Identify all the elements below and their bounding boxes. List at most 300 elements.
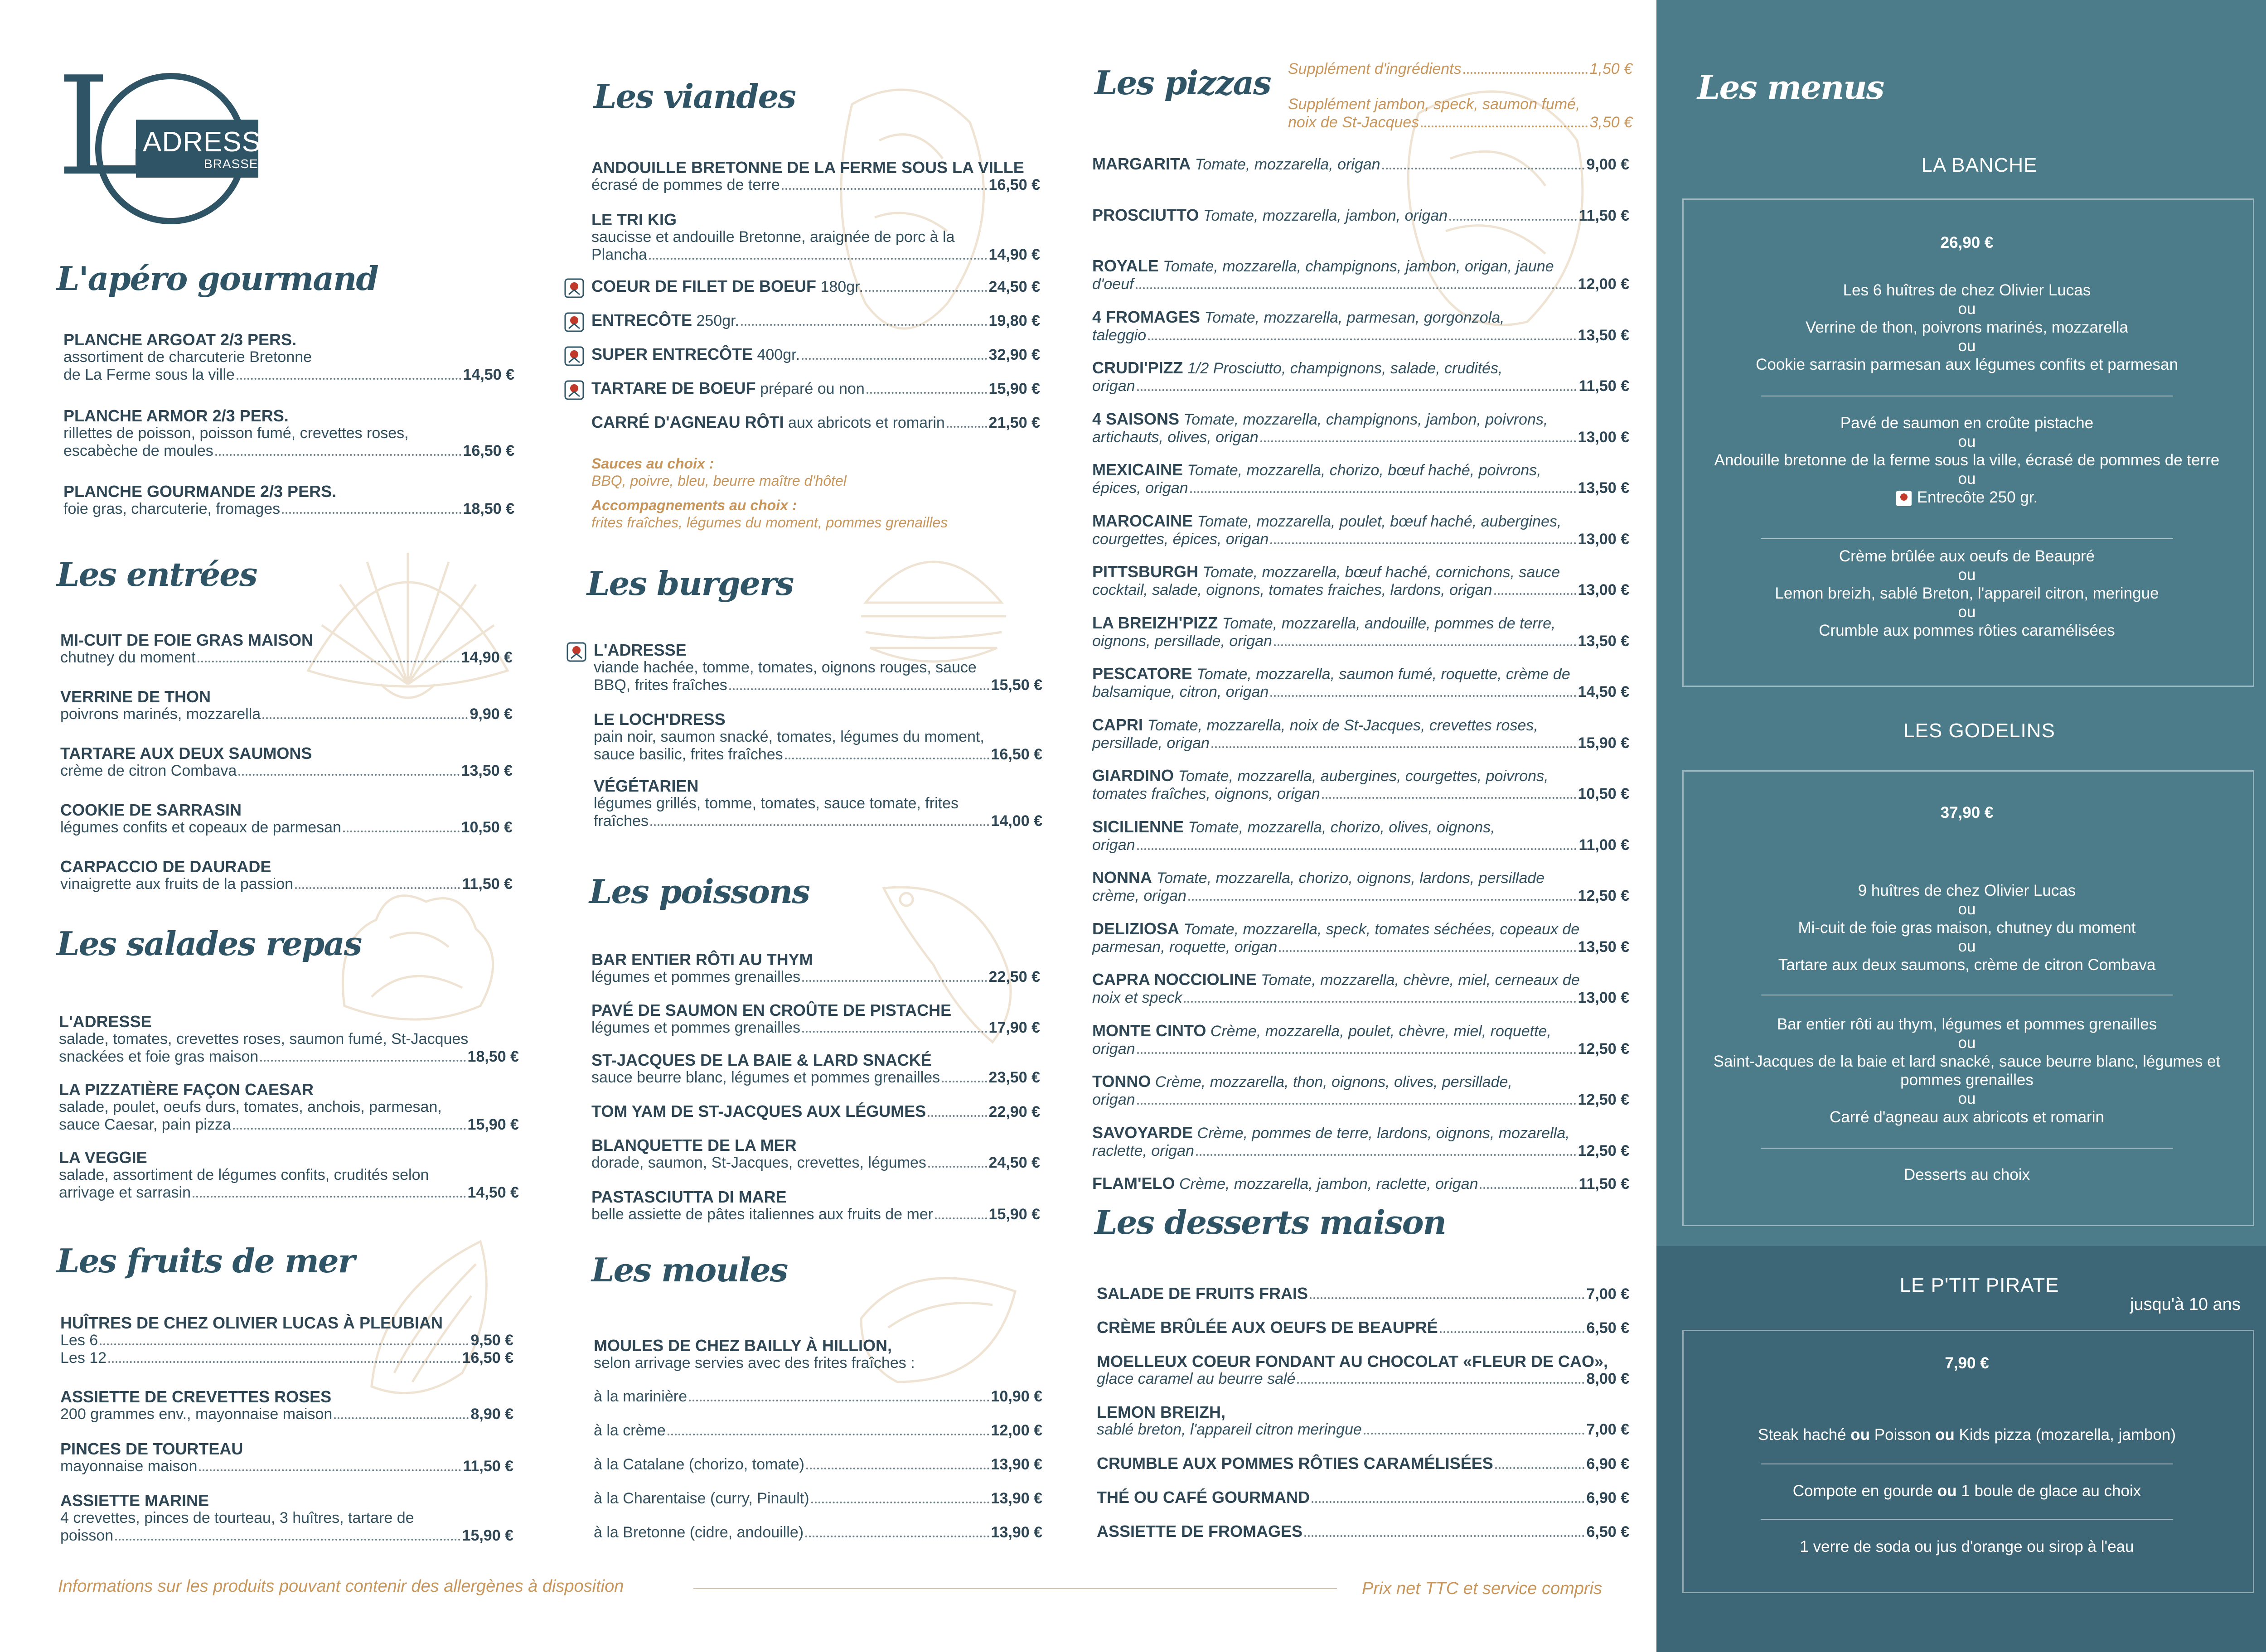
label-rouge-icon bbox=[563, 345, 585, 367]
pizza-item bbox=[1092, 1174, 1629, 1193]
pizza-price: 11,50 € bbox=[1578, 207, 1629, 224]
menu-godelins-mains: Bar entier rôti au thym, légumes et pommes grenailles ou Saint-Jacques de la baie et lard snacké, sauce beurre blanc, légumes et pommes grenailles ou Carré d'agneau aux abricots et romarin bbox=[1713, 1015, 2221, 1126]
leader bbox=[334, 1417, 469, 1419]
pizza-price: 11,00 € bbox=[1578, 836, 1629, 854]
item-description: pain noir, saumon snacké, tomates, légumes du moment, bbox=[594, 728, 984, 745]
menu-item bbox=[591, 1188, 1040, 1223]
item-name: PLANCHE GOURMANDE 2/3 PERS. bbox=[63, 482, 337, 501]
item-name: PINCES DE TOURTEAU bbox=[60, 1439, 243, 1458]
item-price: 14,50 € bbox=[463, 366, 514, 383]
item-price: 13,90 € bbox=[991, 1456, 1042, 1473]
label-rouge-icon bbox=[1896, 491, 1912, 506]
section-title-salades: Les salades repas bbox=[57, 924, 362, 963]
item-price: 7,00 € bbox=[1586, 1421, 1629, 1438]
leader bbox=[1322, 797, 1576, 799]
pizza-name: CAPRA NOCCIOLINE bbox=[1092, 970, 1257, 989]
pizza-item bbox=[1092, 155, 1629, 174]
supplement-jambon-label2: noix de St-Jacques bbox=[1288, 114, 1419, 131]
menu-item bbox=[591, 211, 1040, 264]
item-price: 13,50 € bbox=[461, 762, 513, 779]
item-description: légumes confits et copeaux de parmesan bbox=[60, 819, 341, 836]
moules-variant bbox=[594, 1524, 1042, 1541]
pizza-item bbox=[1092, 359, 1629, 395]
leader bbox=[668, 1434, 989, 1435]
menu-banche-price: 26,90 € bbox=[1940, 234, 1994, 251]
section-title-poissons: Les poissons bbox=[589, 872, 809, 911]
item-name: LA PIZZATIÈRE FAÇON CAESAR bbox=[59, 1080, 314, 1099]
footer-allergens: Informations sur les produits pouvant contenir des allergènes à disposition bbox=[58, 1577, 624, 1596]
section-title-desserts: Les desserts maison bbox=[1094, 1203, 1446, 1241]
menu-item bbox=[59, 1081, 519, 1134]
item-price: 14,00 € bbox=[991, 812, 1042, 830]
variant-label: à la Charentaise (curry, Pinault) bbox=[594, 1490, 809, 1507]
item-price: 21,50 € bbox=[988, 414, 1040, 431]
pizza-price: 13,50 € bbox=[1578, 326, 1629, 344]
item-name: PLANCHE ARMOR 2/3 PERS. bbox=[63, 406, 289, 425]
moules-variant bbox=[594, 1422, 1042, 1439]
variant-label: à la marinière bbox=[594, 1388, 687, 1405]
menu-item bbox=[591, 277, 1040, 296]
item-name: MOELLEUX COEUR FONDANT AU CHOCOLAT «FLEUR DE CAO», bbox=[1097, 1352, 1608, 1371]
supplement-ingredients bbox=[1288, 60, 1632, 78]
item-description: saucisse et andouille Bretonne, araignée de porc à la bbox=[591, 228, 955, 246]
pizza-price: 13,50 € bbox=[1578, 632, 1629, 650]
pizza-name: MARGARITA bbox=[1092, 155, 1191, 173]
moules-variant bbox=[594, 1490, 1042, 1507]
item-price: 8,90 € bbox=[470, 1406, 513, 1423]
menu-item bbox=[594, 710, 1042, 763]
leader bbox=[802, 358, 987, 360]
pizza-ingredients: Crème, mozzarella, thon, oignons, olives, persillade, bbox=[1151, 1073, 1512, 1091]
menu-item bbox=[60, 688, 513, 723]
section-title-burgers: Les burgers bbox=[587, 564, 794, 603]
leader bbox=[198, 661, 460, 662]
leader bbox=[199, 1469, 461, 1471]
pizza-name: FLAM'ELO bbox=[1092, 1174, 1175, 1193]
item-price: 16,50 € bbox=[462, 1349, 513, 1367]
variant-label: à la crème bbox=[594, 1422, 666, 1439]
leader bbox=[942, 1081, 987, 1082]
pizza-ingredients: Tomate, mozzarella, andouille, pommes de terre, bbox=[1218, 614, 1556, 632]
pizza-price: 11,50 € bbox=[1578, 377, 1629, 395]
pizza-ingredients: 1/2 Prosciutto, champignons, salade, crudités, bbox=[1183, 360, 1503, 377]
item-price: 18,50 € bbox=[463, 500, 514, 517]
item-price: 12,00 € bbox=[991, 1422, 1042, 1439]
item-name: CRUMBLE AUX POMMES RÔTIES CARAMÉLISÉES bbox=[1097, 1454, 1493, 1473]
leader bbox=[1480, 1187, 1577, 1189]
leader bbox=[1274, 644, 1576, 646]
pizza-item bbox=[1092, 614, 1629, 650]
item-description: sauce Caesar, pain pizza bbox=[59, 1116, 231, 1133]
item-name: TARTARE AUX DEUX SAUMONS bbox=[60, 744, 312, 763]
item-name: CARRÉ D'AGNEAU RÔTI bbox=[591, 413, 784, 431]
pizza-price: 14,50 € bbox=[1578, 683, 1629, 700]
item-description: fraîches bbox=[594, 812, 649, 830]
leader bbox=[115, 1539, 460, 1541]
leader bbox=[1270, 695, 1576, 697]
leader bbox=[193, 1196, 466, 1198]
section-title-entrees: Les entrées bbox=[57, 555, 257, 594]
section-title-fruits: Les fruits de mer bbox=[57, 1241, 354, 1280]
pizza-name: PROSCIUTTO bbox=[1092, 205, 1199, 224]
leader bbox=[1312, 1501, 1584, 1503]
item-name: ST-JACQUES DE LA BAIE & LARD SNACKÉ bbox=[591, 1051, 932, 1069]
pizza-ingredients: Tomate, mozzarella, poulet, bœuf haché, aubergines, bbox=[1193, 512, 1562, 530]
pizza-name: 4 FROMAGES bbox=[1092, 307, 1201, 326]
pizza-ingredients: Tomate, mozzarella, chorizo, bœuf haché, poivrons, bbox=[1183, 462, 1541, 479]
item-price: 10,50 € bbox=[461, 819, 513, 836]
supplement-ingredients-price: 1,50 € bbox=[1589, 60, 1632, 77]
pizza-price: 13,50 € bbox=[1578, 938, 1629, 956]
leader bbox=[1279, 950, 1576, 952]
item-price: 16,50 € bbox=[991, 746, 1042, 763]
menu-item bbox=[63, 483, 514, 518]
menu-item bbox=[60, 631, 513, 667]
menu-item bbox=[1097, 1403, 1629, 1439]
menu-item bbox=[63, 331, 514, 384]
item-name: CRÈME BRÛLÉE AUX OEUFS DE BEAUPRÉ bbox=[1097, 1318, 1438, 1337]
pizza-ingredients: crème, origan bbox=[1092, 887, 1186, 904]
pizza-item bbox=[1092, 767, 1629, 803]
item-price: 6,90 € bbox=[1586, 1455, 1629, 1473]
leader bbox=[741, 324, 987, 326]
sauces-text: BBQ, poivre, bleu, beurre maître d'hôtel bbox=[591, 473, 847, 489]
menu-godelins-starters: 9 huîtres de chez Olivier Lucas ou Mi-cuit de foie gras maison, chutney du moment ou Tartare aux deux saumons, crème de citron Combava bbox=[1778, 882, 2156, 974]
leader bbox=[260, 1060, 465, 1062]
leader bbox=[650, 824, 989, 826]
section-title-menus: Les menus bbox=[1697, 68, 1884, 106]
divider bbox=[1761, 538, 2173, 539]
pizza-ingredients: raclette, origan bbox=[1092, 1142, 1194, 1159]
pizza-ingredients: Tomate, mozzarella, noix de St-Jacques, crevettes roses, bbox=[1143, 716, 1538, 734]
pizza-price: 15,90 € bbox=[1578, 734, 1629, 752]
item-name: ASSIETTE DE CREVETTES ROSES bbox=[60, 1387, 332, 1406]
leader bbox=[295, 887, 460, 889]
leader bbox=[806, 1468, 989, 1469]
pizza-price: 12,50 € bbox=[1578, 1142, 1629, 1159]
divider bbox=[1761, 1519, 2173, 1520]
item-price: 24,50 € bbox=[988, 1154, 1040, 1171]
leader bbox=[935, 1217, 987, 1219]
item-price: 15,50 € bbox=[991, 676, 1042, 694]
pizza-ingredients: Tomate, mozzarella, jambon, origan bbox=[1199, 207, 1448, 224]
menu-godelins-desserts: Desserts au choix bbox=[1903, 1166, 2030, 1183]
menu-item bbox=[60, 1388, 513, 1423]
label-rouge-icon bbox=[563, 277, 585, 299]
item-description: mayonnaise maison bbox=[60, 1458, 198, 1475]
item-price: 15,90 € bbox=[988, 380, 1040, 397]
item-name: PLANCHE ARGOAT 2/3 PERS. bbox=[63, 330, 297, 349]
leader bbox=[867, 392, 987, 394]
pizza-item bbox=[1092, 410, 1629, 446]
leader bbox=[1304, 1535, 1584, 1537]
leader bbox=[928, 1166, 987, 1168]
menu-pirate-main: Steak haché ou Poisson ou Kids pizza (mozarella, jambon) bbox=[1758, 1426, 2176, 1444]
item-price: 18,50 € bbox=[467, 1048, 519, 1065]
pizza-ingredients: taleggio bbox=[1092, 326, 1147, 344]
pizza-ingredients: origan bbox=[1092, 377, 1135, 395]
menu-godelins-price: 37,90 € bbox=[1940, 804, 1994, 821]
pizza-ingredients: tomates fraîches, oignons, origan bbox=[1092, 785, 1320, 802]
menu-item bbox=[1097, 1353, 1629, 1388]
menu-banche-mains: Pavé de saumon en croûte pistache ou Andouille bretonne de la ferme sous la ville, écrasé de pommes de terre ou Entrecôte 250 gr. bbox=[1714, 414, 2220, 506]
item-name: TARTARE DE BOEUF bbox=[591, 379, 756, 397]
item-name: ASSIETTE DE FROMAGES bbox=[1097, 1522, 1303, 1541]
label-rouge-icon bbox=[566, 641, 587, 663]
item-price: 7,00 € bbox=[1586, 1285, 1629, 1303]
item-price: 6,90 € bbox=[1586, 1489, 1629, 1507]
item-price: 15,90 € bbox=[462, 1527, 513, 1544]
menu-item bbox=[1097, 1285, 1629, 1303]
pizza-name: TONNO bbox=[1092, 1072, 1151, 1091]
item-name: SALADE DE FRUITS FRAIS bbox=[1097, 1284, 1308, 1303]
pizza-name: MONTE CINTO bbox=[1092, 1021, 1206, 1040]
leader bbox=[729, 688, 989, 690]
pizza-item bbox=[1092, 206, 1629, 225]
pizza-ingredients: origan bbox=[1092, 836, 1135, 854]
pizza-price: 12,50 € bbox=[1578, 887, 1629, 904]
item-description: sauce basilic, frites fraîches bbox=[594, 746, 783, 763]
item-description: dorade, saumon, St-Jacques, crevettes, légumes bbox=[591, 1154, 926, 1171]
menu-item bbox=[591, 159, 1040, 194]
pizza-ingredients: origan bbox=[1092, 1091, 1135, 1108]
accompagnements-text: frites fraîches, légumes du moment, pommes grenailles bbox=[591, 514, 948, 531]
divider bbox=[1761, 1148, 2173, 1149]
item-price: 15,90 € bbox=[988, 1206, 1040, 1223]
pizza-item bbox=[1092, 1072, 1629, 1109]
item-price: 17,90 € bbox=[988, 1019, 1040, 1036]
item-price: 19,80 € bbox=[988, 312, 1040, 329]
menu-item bbox=[63, 407, 514, 460]
leader bbox=[649, 258, 987, 260]
pizza-ingredients: Crème, mozzarella, poulet, chèvre, miel, roquette, bbox=[1206, 1022, 1551, 1040]
pizza-item bbox=[1092, 716, 1629, 752]
item-name: PAVÉ DE SAUMON EN CROÛTE DE PISTACHE bbox=[591, 1001, 952, 1019]
leader bbox=[282, 512, 461, 514]
menu-godelins-box bbox=[1682, 770, 2254, 1226]
leader bbox=[1382, 168, 1585, 169]
logo-letter: L bbox=[57, 48, 147, 206]
item-price: 15,90 € bbox=[467, 1116, 519, 1133]
menu-item bbox=[591, 1051, 1040, 1087]
item-price: 9,90 € bbox=[470, 705, 513, 723]
pizza-ingredients: oignons, persillade, origan bbox=[1092, 632, 1272, 650]
item-name: VERRINE DE THON bbox=[60, 687, 211, 706]
pizza-price: 13,50 € bbox=[1578, 479, 1629, 497]
item-description: chutney du moment bbox=[60, 649, 196, 666]
item-price: 22,50 € bbox=[988, 968, 1040, 985]
pizza-ingredients: noix et speck bbox=[1092, 989, 1182, 1006]
item-price: 11,50 € bbox=[463, 1458, 513, 1475]
item-price: 22,90 € bbox=[988, 1103, 1040, 1121]
item-detail: 180gr. bbox=[816, 278, 864, 295]
item-description: arrivage et sarrasin bbox=[59, 1184, 191, 1201]
pizza-name: SAVOYARDE bbox=[1092, 1123, 1193, 1142]
section-title-pizzas: Les pizzas bbox=[1094, 63, 1271, 102]
footer-divider bbox=[693, 1588, 1337, 1589]
item-description: légumes grillés, tomme, tomates, sauce tomate, frites bbox=[594, 795, 959, 812]
item-description: salade, assortiment de légumes confits, crudités selon bbox=[59, 1166, 429, 1183]
menu-item bbox=[59, 1013, 519, 1066]
menu-item bbox=[594, 777, 1042, 830]
leader bbox=[785, 758, 989, 759]
footer-prices: Prix net TTC et service compris bbox=[1362, 1579, 1602, 1598]
pizza-price: 9,00 € bbox=[1586, 156, 1629, 173]
item-description: sablé breton, l'appareil citron meringue bbox=[1097, 1421, 1362, 1438]
leader bbox=[1148, 338, 1576, 340]
leader bbox=[947, 426, 987, 428]
leader bbox=[1190, 491, 1576, 493]
item-description: Plancha bbox=[591, 246, 647, 263]
leader bbox=[865, 290, 987, 292]
item-description: 200 grammes env., mayonnaise maison bbox=[60, 1406, 333, 1423]
item-variant: Les 12 bbox=[60, 1349, 107, 1367]
item-price: 13,90 € bbox=[991, 1524, 1042, 1541]
menu-pirate-drink: 1 verre de soda ou jus d'orange ou sirop à l'eau bbox=[1800, 1538, 2134, 1555]
leader bbox=[1137, 1103, 1576, 1105]
item-name: ENTRECÔTE bbox=[591, 311, 692, 329]
pizza-ingredients: Crème, pommes de terre, lardons, oignons, mozarella, bbox=[1193, 1124, 1570, 1142]
pizza-ingredients: persillade, origan bbox=[1092, 734, 1210, 752]
menu-item bbox=[591, 413, 1040, 432]
item-description: écrasé de pommes de terre bbox=[591, 176, 780, 193]
item-name: TOM YAM DE ST-JACQUES AUX LÉGUMES bbox=[591, 1102, 926, 1121]
menu-item bbox=[591, 379, 1040, 398]
pizza-item bbox=[1092, 257, 1629, 293]
menu-item bbox=[591, 1102, 1040, 1121]
pizza-price: 13,00 € bbox=[1578, 428, 1629, 446]
leader bbox=[1137, 848, 1577, 850]
item-name: VÉGÉTARIEN bbox=[594, 777, 699, 795]
leader bbox=[1297, 1382, 1584, 1384]
pizza-name: DELIZIOSA bbox=[1092, 919, 1180, 938]
menu-item bbox=[591, 311, 1040, 330]
item-description: crème de citron Combava bbox=[60, 762, 237, 779]
logo-text: ADRESSE bbox=[143, 126, 281, 158]
menu-item bbox=[594, 641, 1042, 694]
item-name: SUPER ENTRECÔTE bbox=[591, 345, 753, 363]
leader bbox=[805, 1536, 989, 1537]
leader bbox=[782, 188, 987, 190]
menu-item bbox=[59, 1149, 519, 1202]
leader bbox=[1270, 542, 1576, 544]
pizza-ingredients: épices, origan bbox=[1092, 479, 1188, 497]
pizza-item bbox=[1092, 665, 1629, 701]
leader bbox=[1188, 899, 1576, 901]
leader bbox=[1494, 593, 1576, 595]
item-description: salade, tomates, crevettes roses, saumon fumé, St-Jacques bbox=[59, 1030, 469, 1048]
item-price: 16,50 € bbox=[988, 176, 1040, 193]
pizza-ingredients: Tomate, mozzarella, champignons, jambon, poivrons, bbox=[1179, 411, 1548, 428]
moules-variant bbox=[594, 1388, 1042, 1406]
pizza-price: 12,50 € bbox=[1578, 1040, 1629, 1058]
menu-item bbox=[1097, 1488, 1629, 1507]
variant-label: à la Catalane (chorizo, tomate) bbox=[594, 1456, 804, 1473]
pizza-name: 4 SAISONS bbox=[1092, 409, 1180, 428]
pizza-name: MEXICAINE bbox=[1092, 460, 1183, 479]
leader bbox=[1184, 1001, 1576, 1003]
menu-pirate-price: 7,90 € bbox=[1945, 1354, 1989, 1372]
pizza-price: 12,50 € bbox=[1578, 1091, 1629, 1108]
section-title-apero: L'apéro gourmand bbox=[57, 259, 378, 298]
item-price: 6,50 € bbox=[1586, 1319, 1629, 1337]
item-description: BBQ, frites fraîches bbox=[594, 676, 727, 694]
pizza-item bbox=[1092, 512, 1629, 548]
pizza-price: 10,50 € bbox=[1578, 785, 1629, 802]
pizza-name: PESCATORE bbox=[1092, 664, 1192, 683]
menu-item bbox=[1097, 1454, 1629, 1473]
menu-banche-desserts: Crème brûlée aux oeufs de Beaupré ou Lemon breizh, sablé Breton, l'appareil citron, meringue ou Crumble aux pommes rôties caramélisées bbox=[1775, 547, 2159, 639]
item-price: 24,50 € bbox=[988, 278, 1040, 295]
pizza-price: 13,00 € bbox=[1578, 581, 1629, 599]
pizza-ingredients: Tomate, mozzarella, chorizo, olives, oignons, bbox=[1184, 818, 1495, 836]
item-price: 9,50 € bbox=[470, 1332, 513, 1349]
leader bbox=[1495, 1467, 1585, 1469]
item-price: 16,50 € bbox=[463, 442, 514, 459]
item-description: selon arrivage servies avec des frites fraîches : bbox=[594, 1354, 915, 1372]
label-rouge-icon bbox=[563, 311, 585, 333]
leader bbox=[1137, 1052, 1576, 1054]
item-price: 14,90 € bbox=[988, 246, 1040, 263]
item-price: 14,90 € bbox=[461, 649, 513, 666]
pizza-item bbox=[1092, 1124, 1629, 1160]
item-name: LE TRI KIG bbox=[591, 210, 677, 229]
pizza-name: MAROCAINE bbox=[1092, 511, 1193, 530]
pizza-price: 12,00 € bbox=[1578, 275, 1629, 293]
pizza-ingredients: Tomate, mozzarella, bœuf haché, cornichons, sauce bbox=[1198, 564, 1560, 581]
menu-item bbox=[591, 951, 1040, 986]
item-description: poivrons marinés, mozzarella bbox=[60, 705, 261, 723]
item-detail: préparé ou non bbox=[755, 380, 865, 397]
leader bbox=[343, 831, 460, 832]
item-description: snackées et foie gras maison bbox=[59, 1048, 259, 1065]
item-detail: aux abricots et romarin bbox=[784, 414, 945, 431]
accompagnements-title: Accompagnements au choix : bbox=[591, 497, 797, 513]
menu-pirate-dessert: Compote en gourde ou 1 boule de glace au choix bbox=[1792, 1482, 2141, 1500]
item-name: LA VEGGIE bbox=[59, 1148, 147, 1167]
leader bbox=[1211, 746, 1576, 748]
pizza-ingredients: balsamique, citron, origan bbox=[1092, 683, 1269, 700]
leader bbox=[108, 1361, 460, 1363]
menu-item bbox=[1097, 1319, 1629, 1337]
pizza-ingredients: courgettes, épices, origan bbox=[1092, 530, 1269, 548]
logo-subtext: BRASSERIE bbox=[204, 157, 281, 171]
leader bbox=[802, 980, 987, 982]
section-title-viandes: Les viandes bbox=[594, 77, 795, 116]
item-name: HUÎTRES DE CHEZ OLIVIER LUCAS À PLEUBIAN bbox=[60, 1314, 443, 1332]
item-description: escabèche de moules bbox=[63, 442, 213, 459]
item-price: 6,50 € bbox=[1586, 1523, 1629, 1541]
leader bbox=[1440, 1331, 1585, 1333]
item-description: assortiment de charcuterie Bretonne bbox=[63, 348, 312, 366]
pizza-name: ROYALE bbox=[1092, 256, 1159, 275]
leader bbox=[802, 1031, 987, 1033]
pizza-ingredients: parmesan, roquette, origan bbox=[1092, 938, 1278, 956]
menu-item bbox=[60, 801, 513, 836]
leader bbox=[689, 1400, 989, 1401]
item-name: THÉ OU CAFÉ GOURMAND bbox=[1097, 1488, 1310, 1507]
leader bbox=[1364, 1433, 1585, 1435]
item-name: LE LOCH'DRESS bbox=[594, 710, 726, 729]
item-name: BLANQUETTE DE LA MER bbox=[591, 1136, 797, 1154]
label-rouge-icon bbox=[563, 379, 585, 401]
pizza-ingredients: d'oeuf bbox=[1092, 275, 1134, 293]
pizza-item bbox=[1092, 971, 1629, 1007]
pizza-name: NONNA bbox=[1092, 868, 1152, 887]
item-price: 14,50 € bbox=[467, 1184, 519, 1201]
pizza-ingredients: Tomate, mozzarella, chèvre, miel, cerneaux de bbox=[1256, 971, 1580, 989]
leader bbox=[233, 1128, 466, 1130]
